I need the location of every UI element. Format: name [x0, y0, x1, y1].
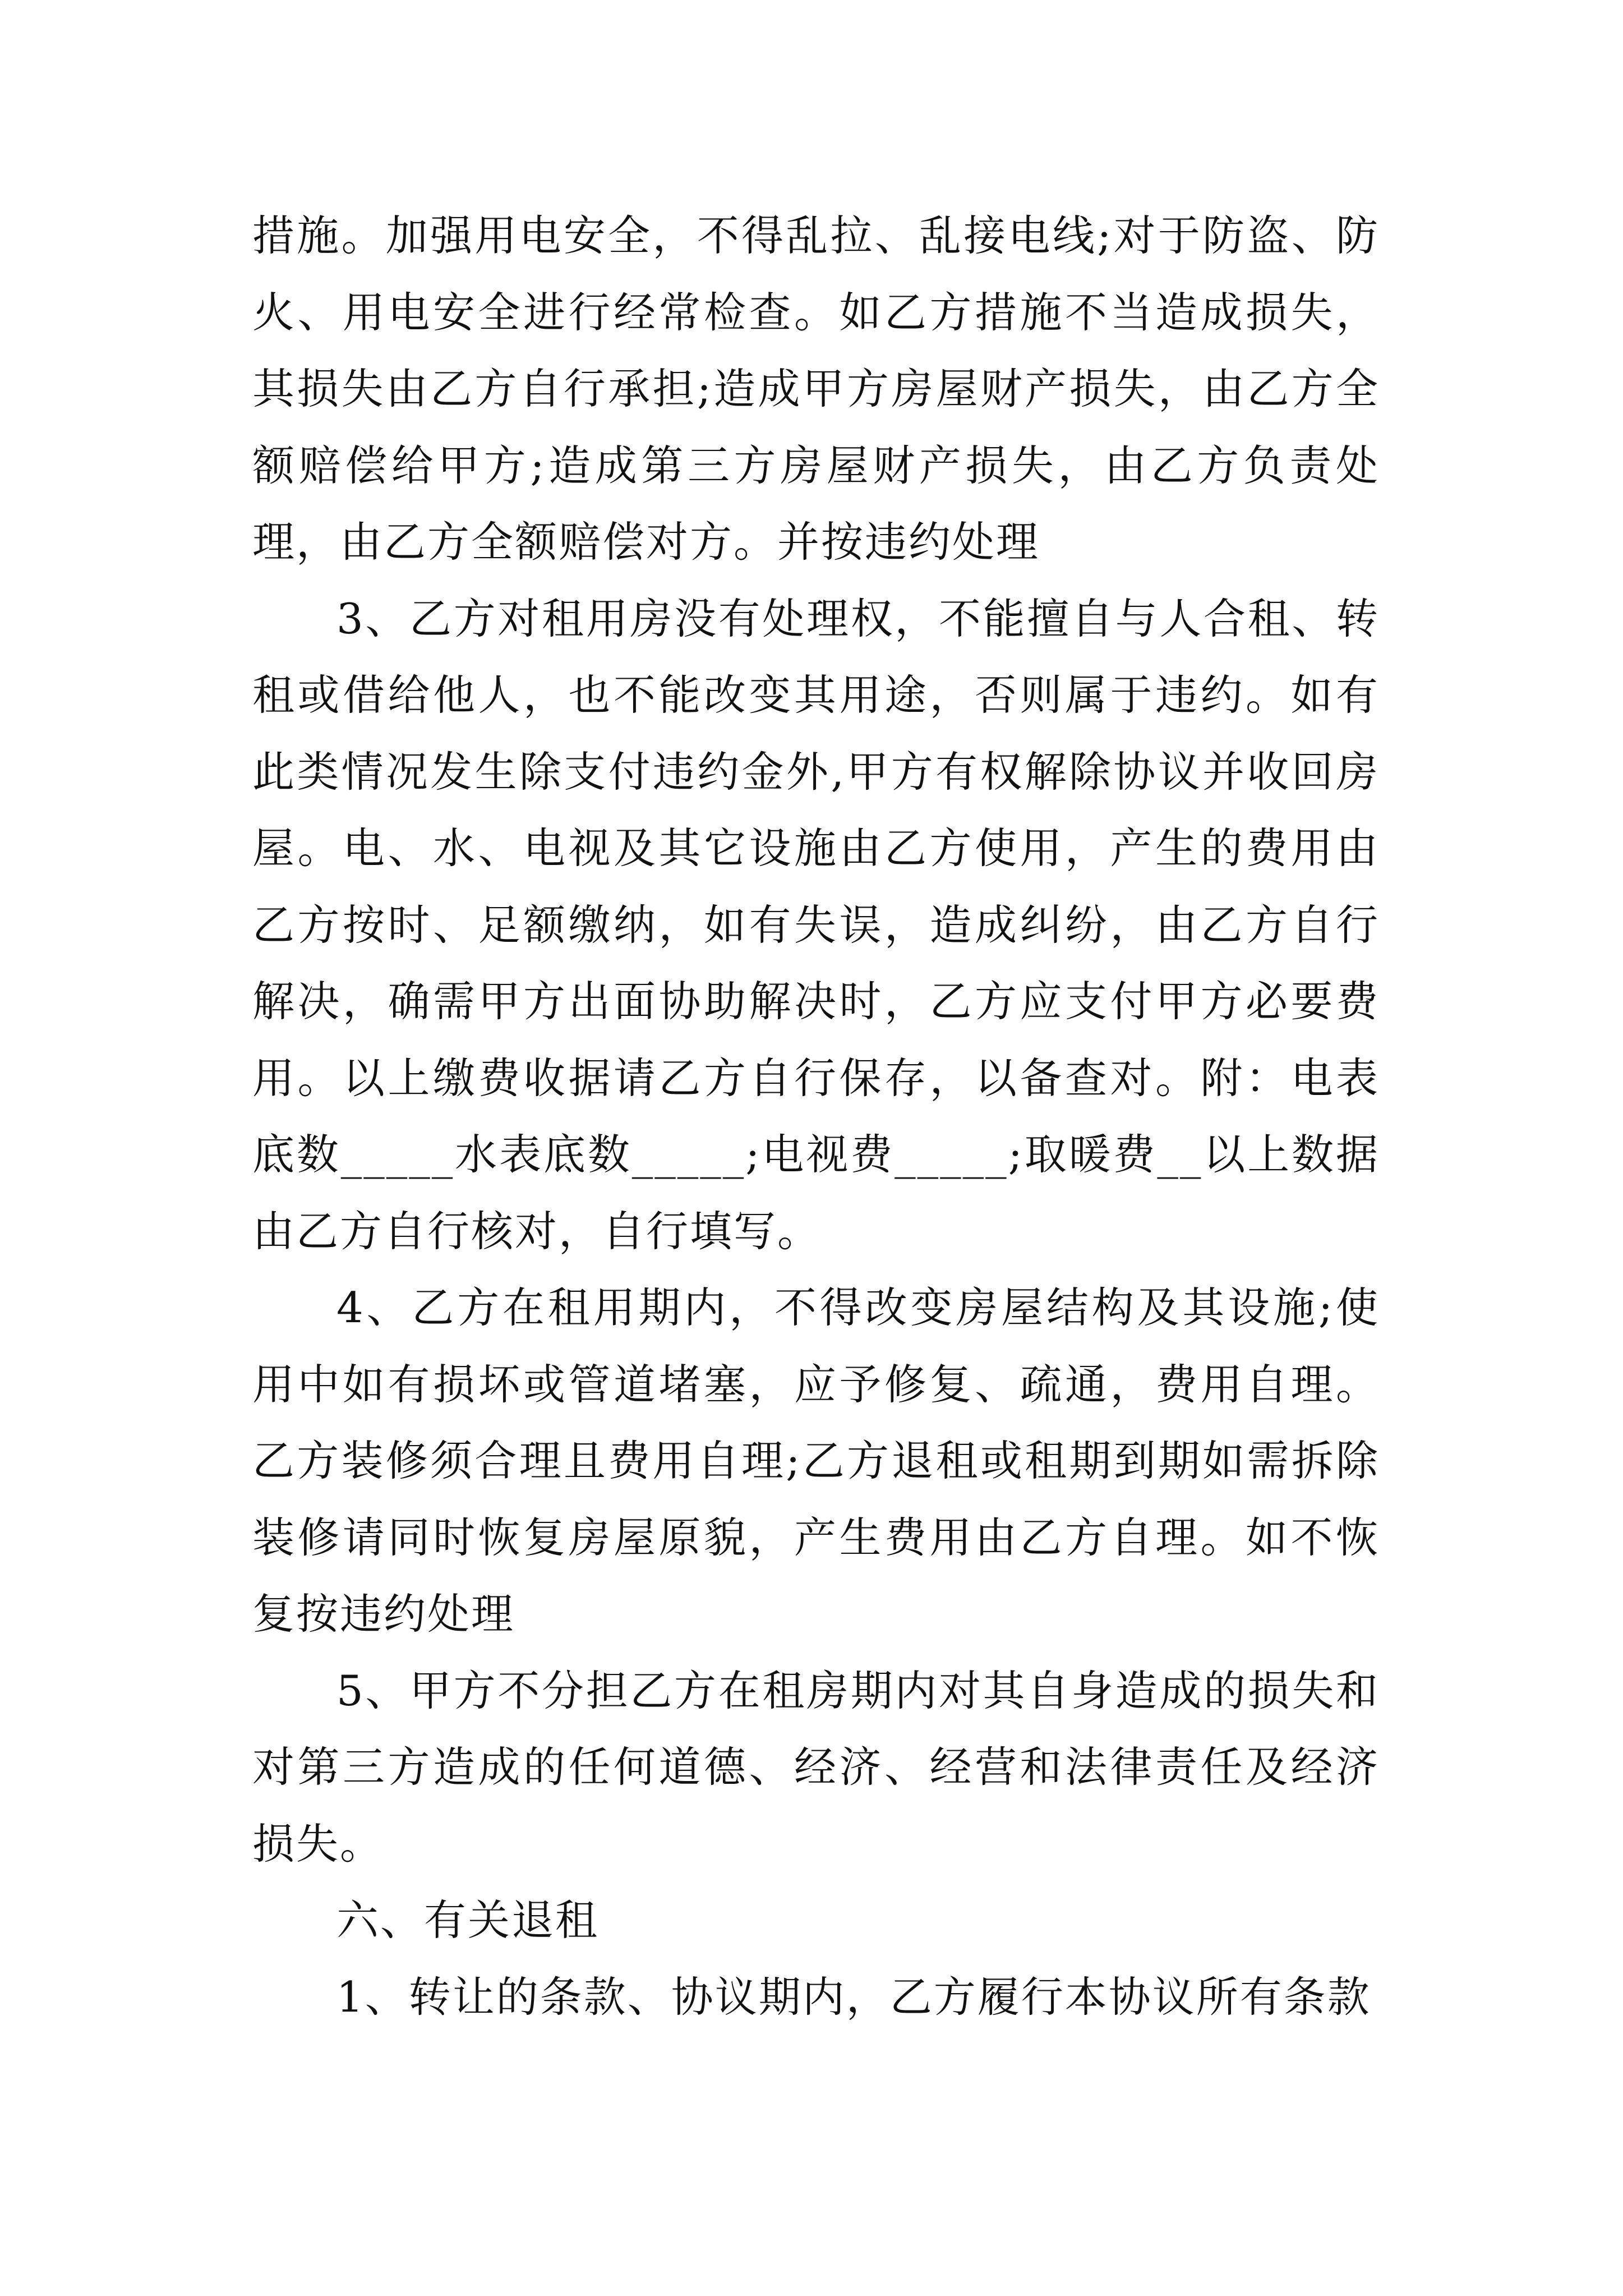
paragraph-termination-1: 1、转让的条款、协议期内，乙方履行本协议所有条款	[336, 1972, 1371, 2022]
paragraph-safety-continued: 措施。加强用电安全，不得乱拉、乱接电线;对于防盗、防火、用电安全进行经常检查。如乙方措施不当造成损失，其损失由乙方自行承担;造成甲方房屋财产损失，由乙方全额赔偿给甲方;造成第三方房屋财产损失，由乙方负责处理，由乙方全额赔偿对方。并按违约处理	[252, 211, 1380, 567]
paragraph-clause-5: 5、甲方不分担乙方在租房期内对其自身造成的损失和对第三方造成的任何道德、经济、经营和法律责任及经济损失。	[252, 1665, 1380, 1869]
document-body	[252, 197, 1380, 2035]
paragraph-clause-3: 3、乙方对租用房没有处理权，不能擅自与人合租、转租或借给他人，也不能改变其用途，否则属于违约。如有此类情况发生除支付违约金外,甲方有权解除协议并收回房屋。电、水、电视及其它设施由乙方使用，产生的费用由乙方按时、足额缴纳，如有失误，造成纠纷，由乙方自行解决，确需甲方出面协助解决时，乙方应支付甲方必要费用。以上缴费收据请乙方自行保存，以备查对。附：电表底数_____水表底数_____;电视费_____;取暖费__以上数据由乙方自行核对，自行填写。	[252, 593, 1380, 1256]
section-heading-termination: 六、有关退租	[336, 1895, 600, 1945]
paragraph-clause-4: 4、乙方在租用期内，不得改变房屋结构及其设施;使用中如有损坏或管道堵塞，应予修复、疏通，费用自理。乙方装修须合理且费用自理;乙方退租或租期到期如需拆除装修请同时恢复房屋原貌，产生费用由乙方自理。如不恢复按违约处理	[252, 1283, 1380, 1639]
